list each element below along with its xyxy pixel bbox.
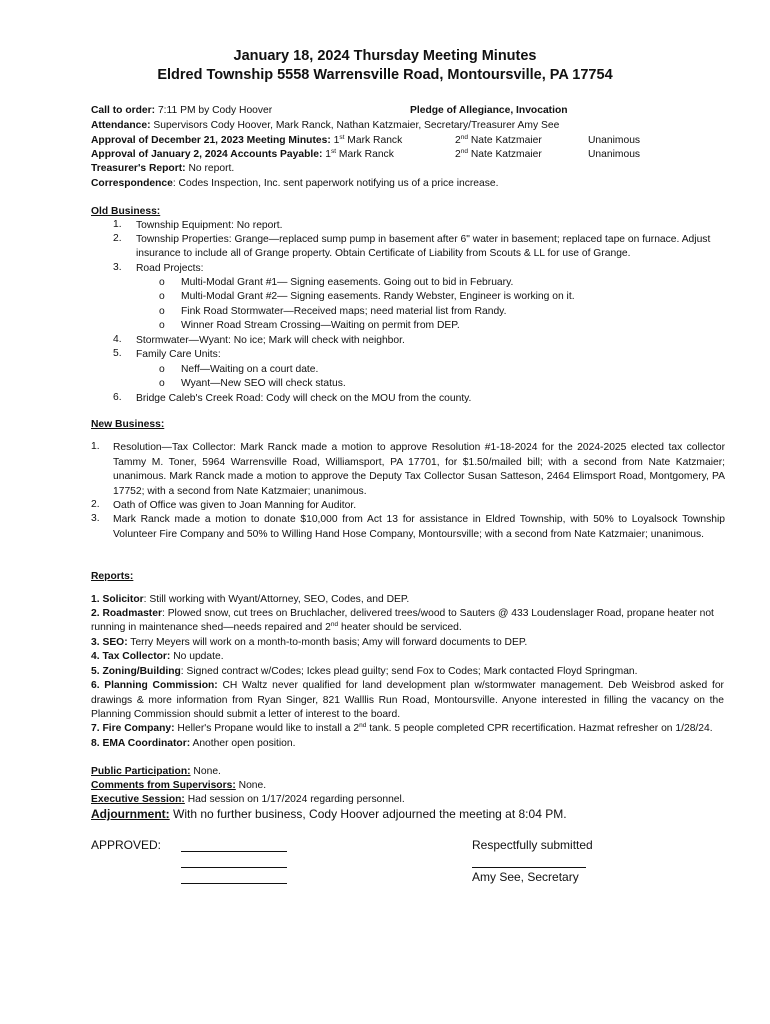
call-label: Call to order: xyxy=(91,105,156,116)
correspondence-text: : Codes Inspection, Inc. sent paperwork notifying us of a price increase. xyxy=(172,178,499,189)
road-project-item: Winner Road Stream Crossing—Waiting on permit from DEP. xyxy=(181,320,460,331)
treasurer-text: No report. xyxy=(185,163,235,174)
old-item-number: 5. xyxy=(113,348,122,359)
old-item-number: 1. xyxy=(113,219,122,230)
attendance-label: Attendance: xyxy=(91,120,151,131)
family-care-item: Wyant—New SEO will check status. xyxy=(181,378,346,389)
bullet-icon: o xyxy=(159,320,165,331)
report-ema: 8. EMA Coordinator: Another open position. xyxy=(91,738,296,749)
executive-session: Executive Session: Had session on 1/17/2024 regarding personnel. xyxy=(91,794,405,805)
correspondence-label: Correspondence xyxy=(91,178,173,189)
report-roadmaster-cont: running in maintenance shed—needs repaired and 2nd heater should be serviced. xyxy=(91,621,462,633)
old-item-stormwater: Stormwater—Wyant: No ice; Mark will check with neighbor. xyxy=(136,335,405,346)
attendance-text: Supervisors Cody Hoover, Mark Ranck, Nathan Katzmaier, Secretary/Treasurer Amy See xyxy=(150,120,560,131)
attendance xyxy=(91,119,559,132)
document-subtitle: Eldred Township 5558 Warrensville Road, Montoursville, PA 17754 xyxy=(157,67,613,83)
approval-accounts xyxy=(91,148,394,161)
signature-line xyxy=(181,883,287,884)
correspondence xyxy=(91,177,499,190)
call-to-order xyxy=(91,104,272,117)
secretary-name: Amy See, Secretary xyxy=(472,870,579,884)
respectfully-submitted: Respectfully submitted xyxy=(472,838,593,852)
bullet-icon: o xyxy=(159,378,165,389)
bullet-icon: o xyxy=(159,364,165,375)
family-care-item: Neff—Waiting on a court date. xyxy=(181,364,319,375)
old-business-heading: Old Business: xyxy=(91,206,161,217)
old-item-number: 2. xyxy=(113,233,122,244)
report-roadmaster: 2. Roadmaster: Plowed snow, cut trees on Bruchlacher, delivered trees/wood to Sauters @ 433 Loudenslager Road, propane heater not xyxy=(91,608,714,619)
approved-label: APPROVED: xyxy=(91,838,162,852)
new-item-number: 3. xyxy=(91,513,100,524)
public-participation: Public Participation: None. xyxy=(91,766,221,777)
call-text: 7:11 PM by Cody Hoover xyxy=(155,105,273,116)
new-business-heading: New Business: xyxy=(91,419,165,430)
approval-accounts-result: Unanimous xyxy=(588,149,641,160)
bullet-icon: o xyxy=(159,306,165,317)
old-item-road-projects: Road Projects: xyxy=(136,263,204,274)
bullet-icon: o xyxy=(159,277,165,288)
report-seo: 3. SEO: Terry Meyers will work on a month-to-month basis; Amy will forward documents to DEP. xyxy=(91,637,528,648)
old-item-family-care: Family Care Units: xyxy=(136,349,221,360)
approval-accounts-second: 2nd Nate Katzmaier xyxy=(455,148,542,160)
report-solicitor: 1. Solicitor: Still working with Wyant/Attorney, SEO, Codes, and DEP. xyxy=(91,594,410,605)
treasurer-report xyxy=(91,162,234,175)
signature-line xyxy=(181,867,287,868)
approval-accounts-first: 1st Mark Ranck xyxy=(325,148,394,160)
treasurer-label: Treasurer's Report: xyxy=(91,163,186,174)
new-item-number: 2. xyxy=(91,499,100,510)
new-item-donation: Mark Ranck made a motion to donate $10,000 from Act 13 for assistance in Eldred Township, with 50% to Loyalsock Township Volunteer Fire Company and 50% to Willing Hand Hose Company, Montoursville; with a second from Nate Katzmaier; unanimous. xyxy=(113,514,725,540)
bullet-icon: o xyxy=(159,291,165,302)
approval-minutes-result: Unanimous xyxy=(588,135,641,146)
old-item-bridge: Bridge Caleb's Creek Road: Cody will check on the MOU from the county. xyxy=(136,393,472,404)
new-item-tax-collector: Resolution—Tax Collector: Mark Ranck made a motion to approve Resolution #1-18-2024 for the 2024-2025 elected tax collector Tammy M. Toner, 5964 Warrensville Road, Williamsport, PA 17701, for $1.50/mailed bill; with a second from Nate Katzmaier; unanimous. Mark Ranck made a motion to approve the Deputy Tax Collector Susan Satteson, 2464 Elimsport Road, Montgomery, PA 17752; with a second from Nate Katzmaier; unanimous. xyxy=(113,442,725,497)
reports-heading: Reports: xyxy=(91,571,134,582)
road-project-item: Multi-Modal Grant #2— Signing easements. Randy Webster, Engineer is working on it. xyxy=(181,291,575,302)
report-tax-collector: 4. Tax Collector: No update. xyxy=(91,651,224,662)
comments-supervisors: Comments from Supervisors: None. xyxy=(91,780,267,791)
pledge: Pledge of Allegiance, Invocation xyxy=(410,105,568,116)
old-item-equipment: Township Equipment: No report. xyxy=(136,220,283,231)
signature-line xyxy=(472,867,586,868)
approval-minutes xyxy=(91,134,402,147)
approval-minutes-second: 2nd Nate Katzmaier xyxy=(455,134,542,146)
road-project-item: Multi-Modal Grant #1— Signing easements. Going out to bid in February. xyxy=(181,277,514,288)
document-title: January 18, 2024 Thursday Meeting Minutes xyxy=(233,48,537,64)
new-item-number: 1. xyxy=(91,441,100,452)
old-item-number: 3. xyxy=(113,262,122,273)
old-item-number: 4. xyxy=(113,334,122,345)
approval-minutes-first: 1st Mark Ranck xyxy=(333,134,403,146)
old-item-properties-cont: insurance to include all of Grange property. Obtain Certificate of Liability from Scouts & LL for use of Grange. xyxy=(136,248,631,259)
report-planning: 6. Planning Commission: CH Waltz never qualified for land development plan w/stormwater management. Deb Weisbrod asked for drawings & more information from Ryan Singer, 821 Walllis Run Road, Montoursville. Anyone interested in filling the vacancy on the Planning Commission should submit a letter of interest to the board. xyxy=(91,680,724,720)
approval-minutes-label: Approval of December 21, 2023 Meeting Minutes: xyxy=(91,135,331,146)
signature-line xyxy=(181,851,287,852)
report-fire-company: 7. Fire Company: Heller's Propane would like to install a 2nd tank. 5 people completed CPR recertification. Hazmat refresher on 1/28/24. xyxy=(91,722,713,734)
adjournment: Adjournment: With no further business, Cody Hoover adjourned the meeting at 8:04 PM. xyxy=(91,807,567,821)
old-item-number: 6. xyxy=(113,392,122,403)
old-item-properties: Township Properties: Grange—replaced sump pump in basement after 6" water in basement; replaced tape on furnace. Adjust xyxy=(136,234,711,245)
new-item-oath: Oath of Office was given to Joan Manning for Auditor. xyxy=(113,500,357,511)
approval-accounts-label: Approval of January 2, 2024 Accounts Payable: xyxy=(91,149,323,160)
road-project-item: Fink Road Stormwater—Received maps; need material list from Randy. xyxy=(181,306,507,317)
report-zoning: 5. Zoning/Building: Signed contract w/Codes; Ickes plead guilty; send Fox to Codes; Mark contacted Floyd Springman. xyxy=(91,666,638,677)
